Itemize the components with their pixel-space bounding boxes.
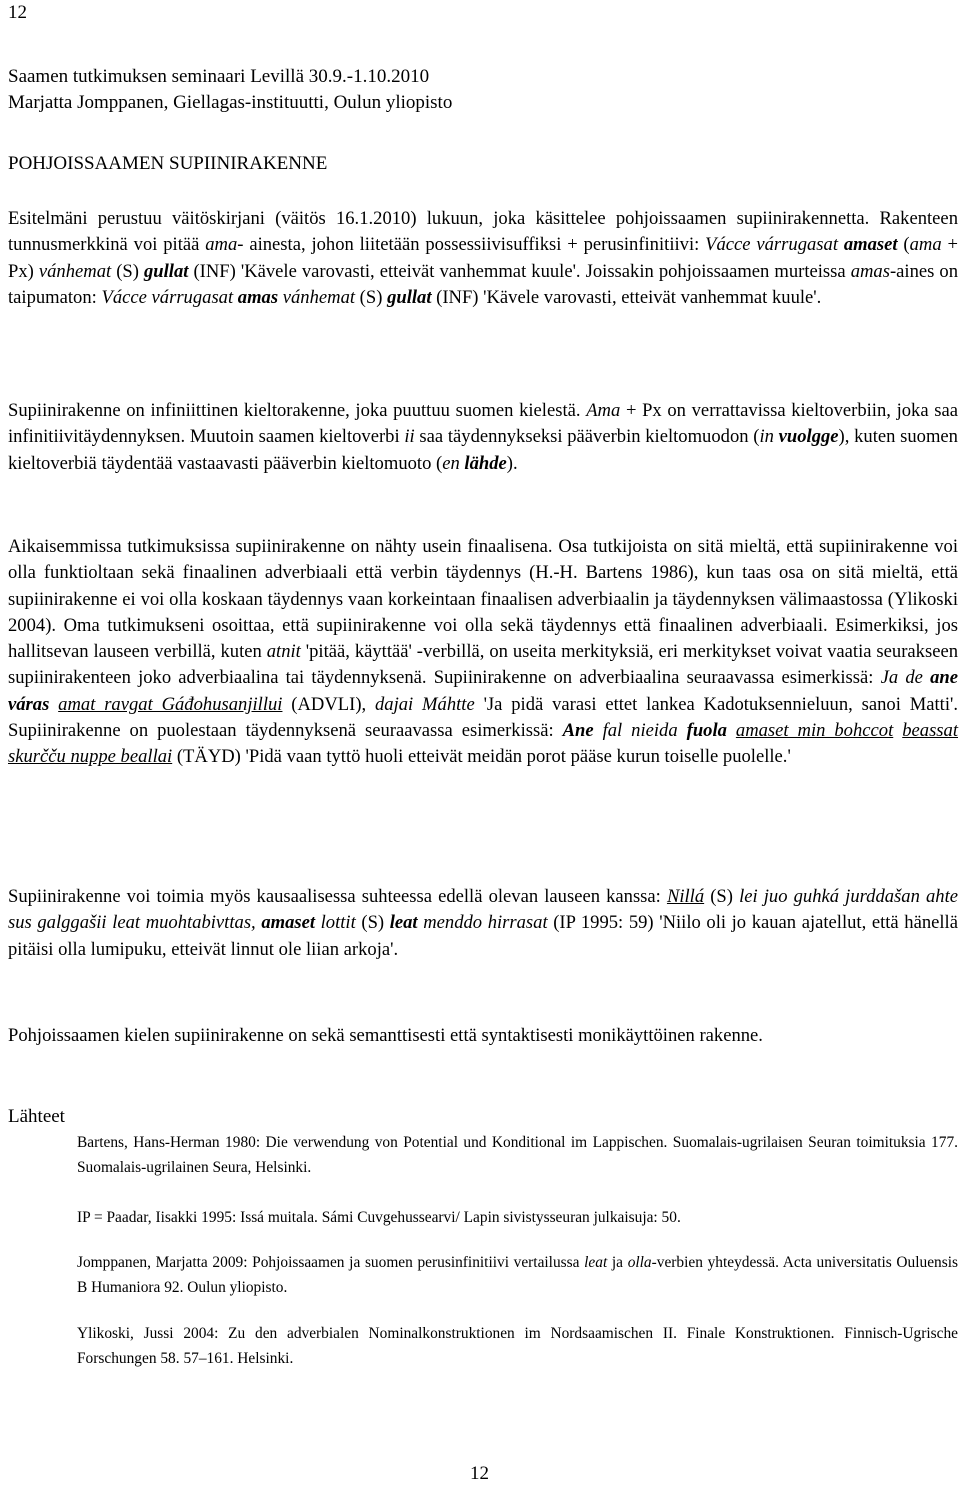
text: Supiinirakenne voi toimia myös kausaalisessa suhteessa edellä olevan lauseen kanssa: [8, 886, 667, 907]
example: vánhemat [38, 260, 112, 282]
page-number-bottom: 12 [470, 1463, 489, 1484]
text: + Px) [8, 234, 958, 282]
text: Aikaisemmissa tutkimuksissa supiinirakenne on nähty usein finaalisena. Osa tutkijoista on sitä mieltä, että supiinirakenne voi olla funktioltaan sekä finaalinen adverbiaali että verbin täydennys (H.-H. Bartens 1986), kun taas osa on sitä mieltä, että supiinirakenne ei voi olla koskaan täydennys vaan korkeintaan finaalisen adverbiaalin ja täydennyksen välimaastossa (Ylikoski 2004). Oma tutkimukseni osoittaa, että supiinirakenne voi olla sekä täydennys että finaalinen adverbiaali. Esimerkiksi, jos hallitsevan lauseen verbillä, kuten [8, 536, 958, 663]
text: (S) [111, 260, 144, 282]
paragraph-1 [8, 206, 958, 311]
text: 'Ja pidä varasi ettet lankea Kadotuksennieluun, sanoi Matti'. Supiinirakenne on puolestaan täydennyksenä seuraavassa esimerkissä: [8, 693, 958, 742]
text: -aines on taipumaton: [8, 260, 958, 308]
example-bold: váras [8, 693, 50, 715]
document-title: POHJOISSAAMEN SUPIINIRAKENNE [8, 153, 328, 174]
text: Supiinirakenne on infiniittinen kieltorakenne, joka puuttuu suomen kielestä. [8, 400, 587, 421]
emphasis: ama [909, 234, 942, 256]
example: fal nieida [593, 720, 687, 742]
text: (S) [355, 286, 388, 308]
reference-ylikoski: Ylikoski, Jussi 2004: Zu den adverbialen Nominalkonstruktionen im Nordsaamischen II. Finale Konstruktionen. Finnisch-Ugrische Forschungen 58. 57–161. Helsinki. [77, 1325, 958, 1367]
example-underlined: beassat skurčču nuppe beallai [8, 720, 958, 768]
text: ( [897, 234, 910, 256]
example-bold: lähde [464, 452, 507, 474]
emphasis: Ama [586, 400, 621, 421]
reference-jomppanen [77, 1250, 958, 1300]
example: lei juo guhká jurddašan ahte sus galggašii leat muohtabivttas, [8, 886, 959, 934]
example-bold: amas [237, 286, 279, 308]
reference-bartens: Bartens, Hans-Herman 1980: Die verwendung von Potential und Konditional im Lappischen. Suomalais-ugrilaisen Seuran toimituksia 177. Suomalais-ugrilainen Seura, Helsinki. [77, 1134, 958, 1176]
text: ainesta, johon liitetään possessiivisuffiksi + perusinfinitiivi: [243, 234, 706, 256]
paragraph-5 [8, 1023, 958, 1049]
paragraph-4 [8, 884, 958, 963]
text: -verbien yhteydessä. Acta universitatis Ouluensis B Humaniora 92. Oulun yliopisto. [77, 1254, 958, 1296]
example-underlined: amat ravgat Gáđohusanjillui [58, 693, 283, 715]
text: (ADVLI), [282, 693, 375, 715]
emphasis: ii [404, 426, 415, 448]
example-underlined: amaset min bohccot [735, 720, 894, 742]
text: ). [506, 452, 518, 474]
text: ja [607, 1254, 628, 1271]
paragraph-3 [8, 534, 958, 771]
text [893, 720, 902, 741]
example: Ja de [880, 667, 931, 689]
example-bold: gullat [387, 286, 432, 308]
page-number-top: 12 [8, 2, 27, 23]
example: en [442, 452, 465, 474]
example-underlined: Nillá [666, 886, 705, 907]
references-heading: Lähteet [8, 1106, 65, 1127]
document-header [8, 64, 452, 116]
text: (INF) 'Kävele varovasti, etteivät vanhemmat kuule'. Joissakin pohjoissaamen murteissa [188, 260, 851, 282]
example-bold: amaset [261, 912, 316, 934]
example-bold: gullat [143, 260, 189, 282]
text: 'pitää, käyttää' -verbillä, on useita merkityksiä, eri merkitykset voivat vaatia seurakseen supiinirakenteen joko adverbiaalina tai täydennyksenä. Supiinirakenne on adverbiaalina seuraavassa esimerkissä: [8, 641, 958, 689]
example-bold: vuolgge [778, 426, 839, 448]
conclusion-text: Pohjoissaamen kielen supiinirakenne on sekä semanttisesti että syntaktisesti monikäyttöinen rakenne. [8, 1025, 763, 1046]
example: Vácce várrugasat [705, 234, 844, 256]
example-bold: ane [930, 667, 958, 689]
emphasis: ama- [205, 234, 244, 256]
text: (S) [704, 886, 740, 907]
text: (IP 1995: 59) 'Niilo oli jo kauan ajatellut, että hänellä pitäisi olla lumipuku, etteivät linnut ole liian arkoja'. [8, 912, 958, 960]
emphasis: leat [584, 1254, 608, 1271]
example-bold: fuola [686, 720, 727, 742]
example: in [759, 426, 779, 448]
example: Vácce várrugasat [101, 286, 238, 308]
example-bold: amaset [843, 234, 898, 256]
text: Jomppanen, Marjatta 2009: Pohjoissaamen ja suomen perusinfinitiivi vertailussa [77, 1254, 585, 1271]
example-bold: Ane [562, 720, 594, 742]
emphasis: olla [627, 1254, 652, 1271]
author-line: Marjatta Jomppanen, Giellagas-instituutti, Oulun yliopisto [8, 92, 453, 113]
text: (INF) 'Kävele varovasti, etteivät vanhemmat kuule'. [431, 286, 822, 308]
seminar-line: Saamen tutkimuksen seminaari Levillä 30.9.-1.10.2010 [8, 66, 430, 87]
example: lottit [315, 912, 356, 934]
example-bold: leat [389, 912, 418, 934]
text: (TÄYD) 'Pidä vaan tyttö huoli etteivät meidän porot pääse kurun toiselle puolelle.' [172, 746, 791, 768]
text: + Px on verrattavissa kieltoverbiin, joka saa infinitiivitäydennyksen. Muutoin saamen kieltoverbi [8, 400, 958, 448]
text: Esitelmäni perustuu väitöskirjani (väitös 16.1.2010) lukuun, joka käsittelee pohjoissaamen supiinirakennetta. Rakenteen tunnusmerkkinä voi pitää [8, 208, 958, 256]
example: menddo hirrasat [417, 912, 548, 934]
emphasis: amas [850, 260, 890, 282]
text: (S) [355, 912, 390, 934]
text [727, 720, 736, 741]
paragraph-2 [8, 398, 958, 477]
text [49, 694, 58, 715]
text: ), kuten suomen kieltoverbiä täydentää vastaavasti pääverbin kieltomuoto ( [8, 426, 958, 474]
example: atnit [266, 641, 301, 663]
example: dajai Máhtte [375, 693, 475, 715]
example: vánhemat [278, 286, 356, 308]
reference-ip: IP = Paadar, Iisakki 1995: Issá muitala. Sámi Cuvgehussearvi/ Lapin sivistysseuran julkaisuja: 50. [77, 1209, 681, 1226]
text: saa täydennykseksi pääverbin kieltomuodon ( [414, 426, 760, 448]
